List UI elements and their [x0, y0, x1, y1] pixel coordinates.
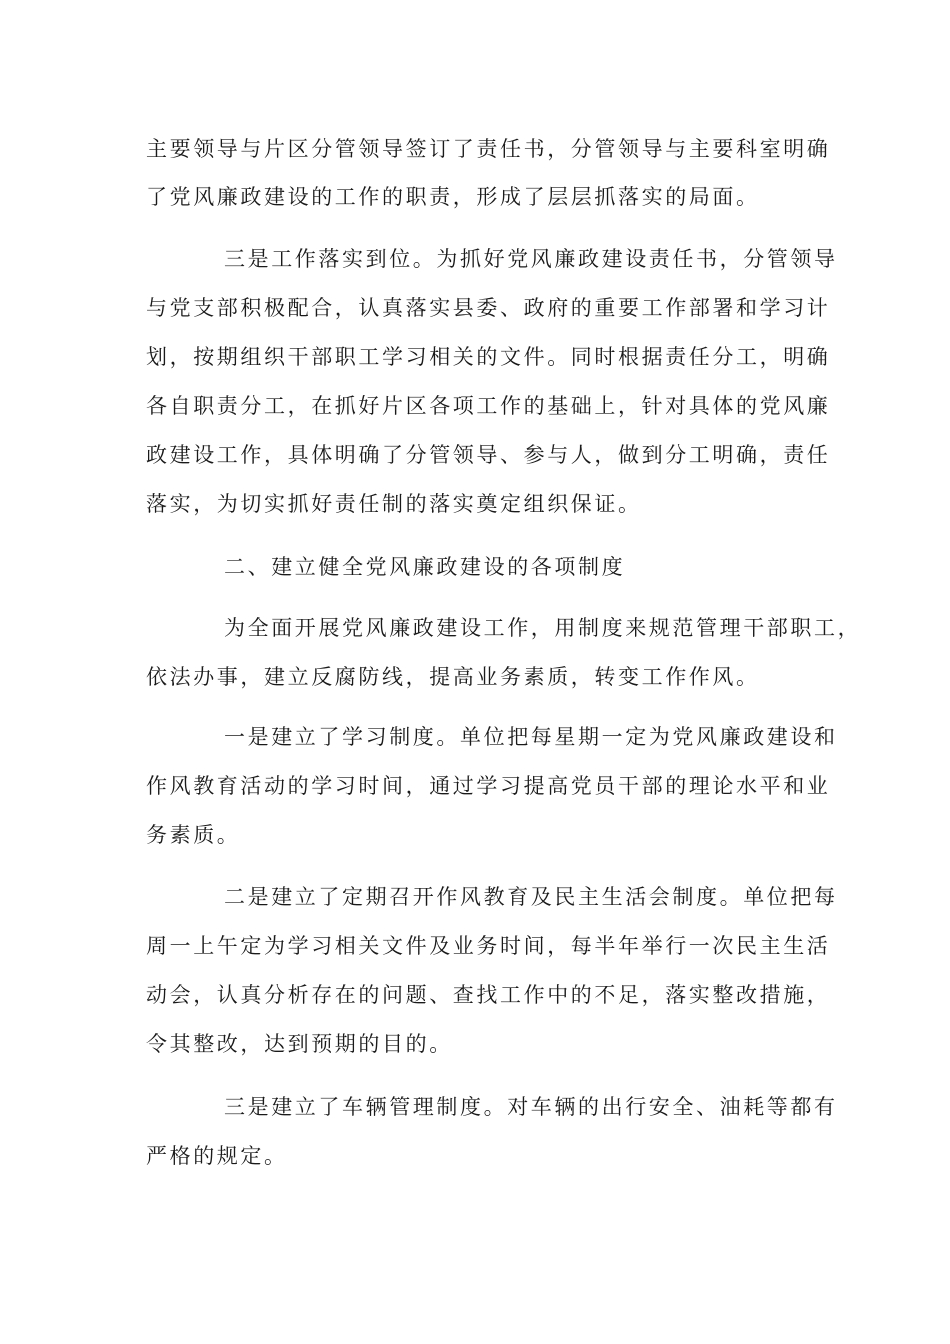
paragraph-line: 周一上午定为学习相关文件及业务时间，每半年举行一次民主生活	[146, 934, 831, 958]
paragraph-line: 为全面开展党风廉政建设工作，用制度来规范管理干部职工，	[224, 616, 862, 640]
paragraph-line: 与党支部积极配合，认真落实县委、政府的重要工作部署和学习计	[146, 296, 831, 320]
paragraph-line: 依法办事，建立反腐防线，提高业务素质，转变工作作风。	[146, 665, 760, 689]
paragraph-line: 三是工作落实到位。为抓好党风廉政建设责任书，分管领导	[224, 247, 838, 271]
paragraph-line: 务素质。	[146, 823, 241, 847]
paragraph-line: 落实，为切实抓好责任制的落实奠定组织保证。	[146, 492, 642, 516]
paragraph-line: 作风教育活动的学习时间，通过学习提高党员干部的理论水平和业	[146, 774, 831, 798]
paragraph-line: 令其整改，达到预期的目的。	[146, 1032, 453, 1056]
paragraph-line: 二是建立了定期召开作风教育及民主生活会制度。单位把每	[224, 885, 838, 909]
paragraph-line: 政建设工作，具体明确了分管领导、参与人，做到分工明确，责任	[146, 443, 831, 467]
paragraph-line: 各自职责分工，在抓好片区各项工作的基础上，针对具体的党风廉	[146, 394, 831, 418]
paragraph-line: 主要领导与片区分管领导签订了责任书，分管领导与主要科室明确	[146, 137, 831, 161]
paragraph-line: 一是建立了学习制度。单位把每星期一定为党风廉政建设和	[224, 725, 838, 749]
paragraph-line: 了党风廉政建设的工作的职责，形成了层层抓落实的局面。	[146, 185, 760, 209]
paragraph-line: 划，按期组织干部职工学习相关的文件。同时根据责任分工，明确	[146, 345, 831, 369]
section-heading: 二、建立健全党风廉政建设的各项制度	[224, 555, 626, 579]
paragraph-line: 动会，认真分析存在的问题、查找工作中的不足，落实整改措施，	[146, 983, 831, 1007]
paragraph-line: 三是建立了车辆管理制度。对车辆的出行安全、油耗等都有	[224, 1095, 838, 1119]
paragraph-line: 严格的规定。	[146, 1144, 288, 1168]
